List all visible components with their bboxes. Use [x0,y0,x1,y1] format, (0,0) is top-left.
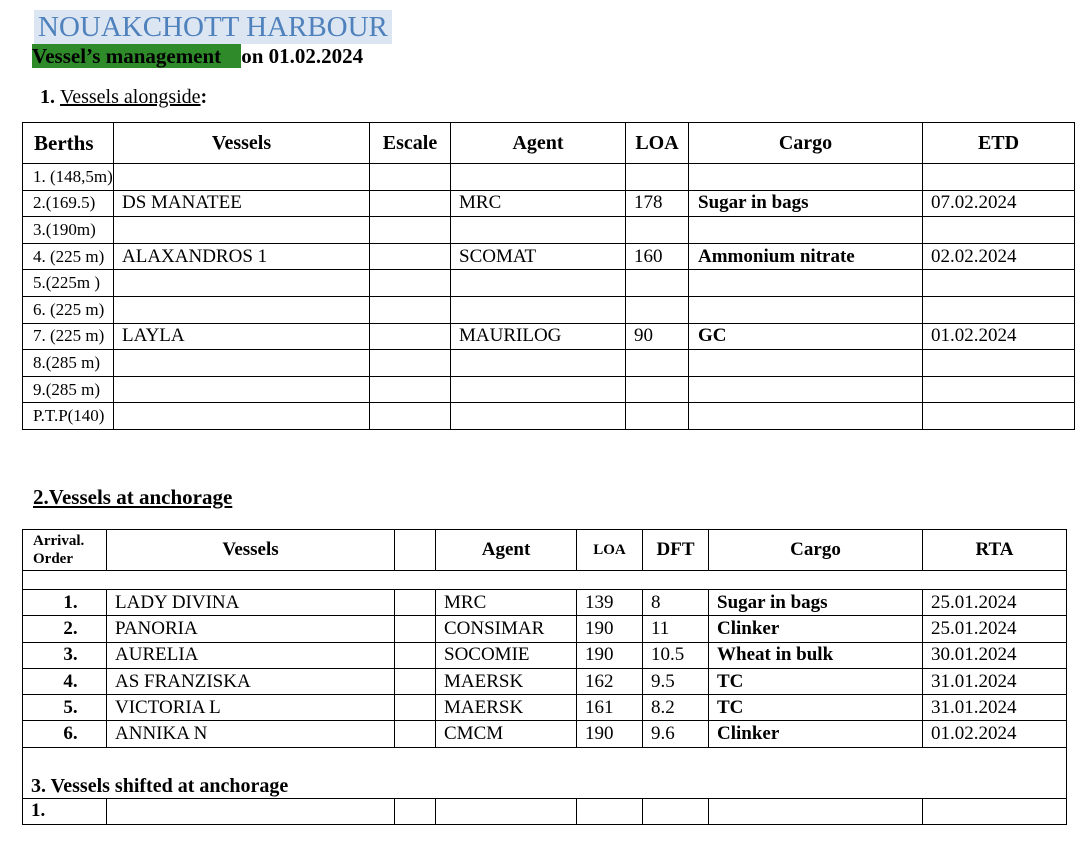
table-cell: 5. [23,695,107,721]
table-row [23,243,1075,270]
table-cell: 6. [23,721,107,747]
table-cell [626,376,689,403]
col-vessels: Vessels [114,123,370,164]
table-cell [923,217,1075,244]
table-cell: SOCOMIE [436,642,577,668]
table-cell [114,403,370,430]
spacer-cell [23,571,1067,590]
table-cell [451,403,626,430]
table-cell: ANNIKA N [107,721,395,747]
table-cell: TC [709,695,923,721]
table-cell [395,642,436,668]
table-cell [370,323,451,350]
gap-row [23,747,1067,772]
section1-title: Vessels alongside [60,86,201,108]
table-row [23,403,1075,430]
table-cell: MAURILOG [451,323,626,350]
table-cell: 2. [23,616,107,642]
table-cell: 31.01.2024 [923,695,1067,721]
table-cell [923,270,1075,297]
table-cell [114,217,370,244]
table-cell [689,403,923,430]
table-cell: 160 [626,243,689,270]
col-agent: Agent [451,123,626,164]
table-cell: LADY DIVINA [107,590,395,616]
table-cell [370,296,451,323]
table-cell [923,350,1075,377]
table-row [23,164,1075,191]
section3-heading-row [23,772,1067,799]
table-cell: Clinker [709,616,923,642]
table-cell [114,296,370,323]
table-cell: 9.6 [643,721,709,747]
table-cell [451,350,626,377]
col-arrival-order: Arrival. Order [23,530,107,571]
col-escale: Escale [370,123,451,164]
table-cell [923,403,1075,430]
table-cell [451,296,626,323]
subtitle-highlight: Vessel’s management [32,44,241,68]
harbour-title: NOUAKCHOTT HARBOUR [34,10,392,44]
table-cell: MAERSK [436,668,577,694]
table-cell [114,350,370,377]
table-cell: 01.02.2024 [923,323,1075,350]
table-cell: 9.5 [643,668,709,694]
table-cell [577,798,643,824]
table-cell: 190 [577,616,643,642]
table-cell: 31.01.2024 [923,668,1067,694]
table-row [23,296,1075,323]
table-row [23,668,1067,694]
table-cell [114,376,370,403]
table-cell: 10.5 [643,642,709,668]
table-cell: 3. [23,642,107,668]
document-subtitle [32,44,363,68]
table-cell [451,164,626,191]
table-row [23,323,1075,350]
table-cell [923,376,1075,403]
table-cell: 162 [577,668,643,694]
table-cell: 8 [643,590,709,616]
table-cell [114,270,370,297]
table-cell: 8.(285 m) [23,350,114,377]
table-cell [370,350,451,377]
table-cell: Ammonium nitrate [689,243,923,270]
table-cell [643,798,709,824]
table-cell [370,164,451,191]
table-cell: Sugar in bags [689,190,923,217]
table-cell: 25.01.2024 [923,616,1067,642]
table-cell: 01.02.2024 [923,721,1067,747]
table-cell: 1. (148,5m) [23,164,114,191]
table-cell [370,376,451,403]
table-cell: 178 [626,190,689,217]
table-cell [395,590,436,616]
table-cell: 90 [626,323,689,350]
table-cell: MRC [451,190,626,217]
col-cargo: Cargo [689,123,923,164]
table-cell [370,217,451,244]
table-cell: TC [709,668,923,694]
table-row [23,798,1067,824]
table-row [23,695,1067,721]
table-cell [370,403,451,430]
table-cell: Wheat in bulk [709,642,923,668]
table-cell: Sugar in bags [709,590,923,616]
table-cell [626,296,689,323]
table-cell [626,350,689,377]
table-cell [370,243,451,270]
table-cell: 30.01.2024 [923,642,1067,668]
table-cell [689,164,923,191]
subtitle-date: on 01.02.2024 [241,44,364,68]
table-cell: 9.(285 m) [23,376,114,403]
section1-heading [40,86,207,109]
table-cell: 8.2 [643,695,709,721]
table-row [23,590,1067,616]
gap-cell [23,747,1067,772]
table-cell [626,164,689,191]
table-cell: 4. [23,668,107,694]
table-cell: 1. [23,798,107,824]
table-cell: 07.02.2024 [923,190,1075,217]
table-cell: 7. (225 m) [23,323,114,350]
section2-heading: 2.Vessels at anchorage [33,485,233,509]
table-cell [626,217,689,244]
table-cell [436,798,577,824]
table-row [23,350,1075,377]
table-cell: 02.02.2024 [923,243,1075,270]
table-header-row [23,530,1067,571]
spacer-row [23,571,1067,590]
table-cell: 25.01.2024 [923,590,1067,616]
table-cell: CONSIMAR [436,616,577,642]
table-cell [626,403,689,430]
table-cell [395,616,436,642]
table-cell [395,721,436,747]
table-cell: DS MANATEE [114,190,370,217]
table-cell: 6. (225 m) [23,296,114,323]
table-cell: AURELIA [107,642,395,668]
table-cell: 5.(225m ) [23,270,114,297]
col-blank [395,530,436,571]
section3-heading: 3. Vessels shifted at anchorage [23,772,1067,799]
table-cell [626,270,689,297]
col-dft: DFT [643,530,709,571]
col-rta: RTA [923,530,1067,571]
table-cell [709,798,923,824]
table-cell [923,164,1075,191]
table-cell [395,798,436,824]
table-cell [689,350,923,377]
vessels-alongside-table [22,122,1075,430]
table-cell: SCOMAT [451,243,626,270]
table-row [23,270,1075,297]
table-cell [923,798,1067,824]
table-cell [451,217,626,244]
table-cell [689,296,923,323]
table-cell: 139 [577,590,643,616]
table-cell [395,695,436,721]
table-cell: 11 [643,616,709,642]
col-loa: LOA [626,123,689,164]
table-row [23,190,1075,217]
table-cell [370,190,451,217]
col-loa: LOA [577,530,643,571]
table-cell: 190 [577,642,643,668]
section1-colon: : [200,86,208,108]
table-cell: P.T.P(140) [23,403,114,430]
table-cell [689,270,923,297]
table-cell: 4. (225 m) [23,243,114,270]
table-cell: PANORIA [107,616,395,642]
col-agent: Agent [436,530,577,571]
table-cell: MRC [436,590,577,616]
vessels-anchorage-table [22,529,1067,825]
col-cargo: Cargo [709,530,923,571]
table-cell: 3.(190m) [23,217,114,244]
table-row [23,217,1075,244]
table-cell [114,164,370,191]
table-row [23,376,1075,403]
table-row [23,616,1067,642]
table-cell: 190 [577,721,643,747]
table-cell: MAERSK [436,695,577,721]
table-cell: CMCM [436,721,577,747]
table-header-row [23,123,1075,164]
table-cell: 2.(169.5) [23,190,114,217]
section1-number: 1. [40,86,55,108]
table-cell: LAYLA [114,323,370,350]
table-cell [689,217,923,244]
table-row [23,642,1067,668]
table-cell: AS FRANZISKA [107,668,395,694]
col-berths: Berths [23,123,114,164]
col-vessels: Vessels [107,530,395,571]
table-cell [107,798,395,824]
table-cell: 1. [23,590,107,616]
col-etd: ETD [923,123,1075,164]
table-cell: 161 [577,695,643,721]
table-cell [395,668,436,694]
table-cell: GC [689,323,923,350]
table-cell [451,376,626,403]
table-cell: ALAXANDROS 1 [114,243,370,270]
table-cell [689,376,923,403]
table-cell [370,270,451,297]
table-cell: Clinker [709,721,923,747]
table-cell [923,296,1075,323]
table-cell: VICTORIA L [107,695,395,721]
table-row [23,721,1067,747]
table-cell [451,270,626,297]
